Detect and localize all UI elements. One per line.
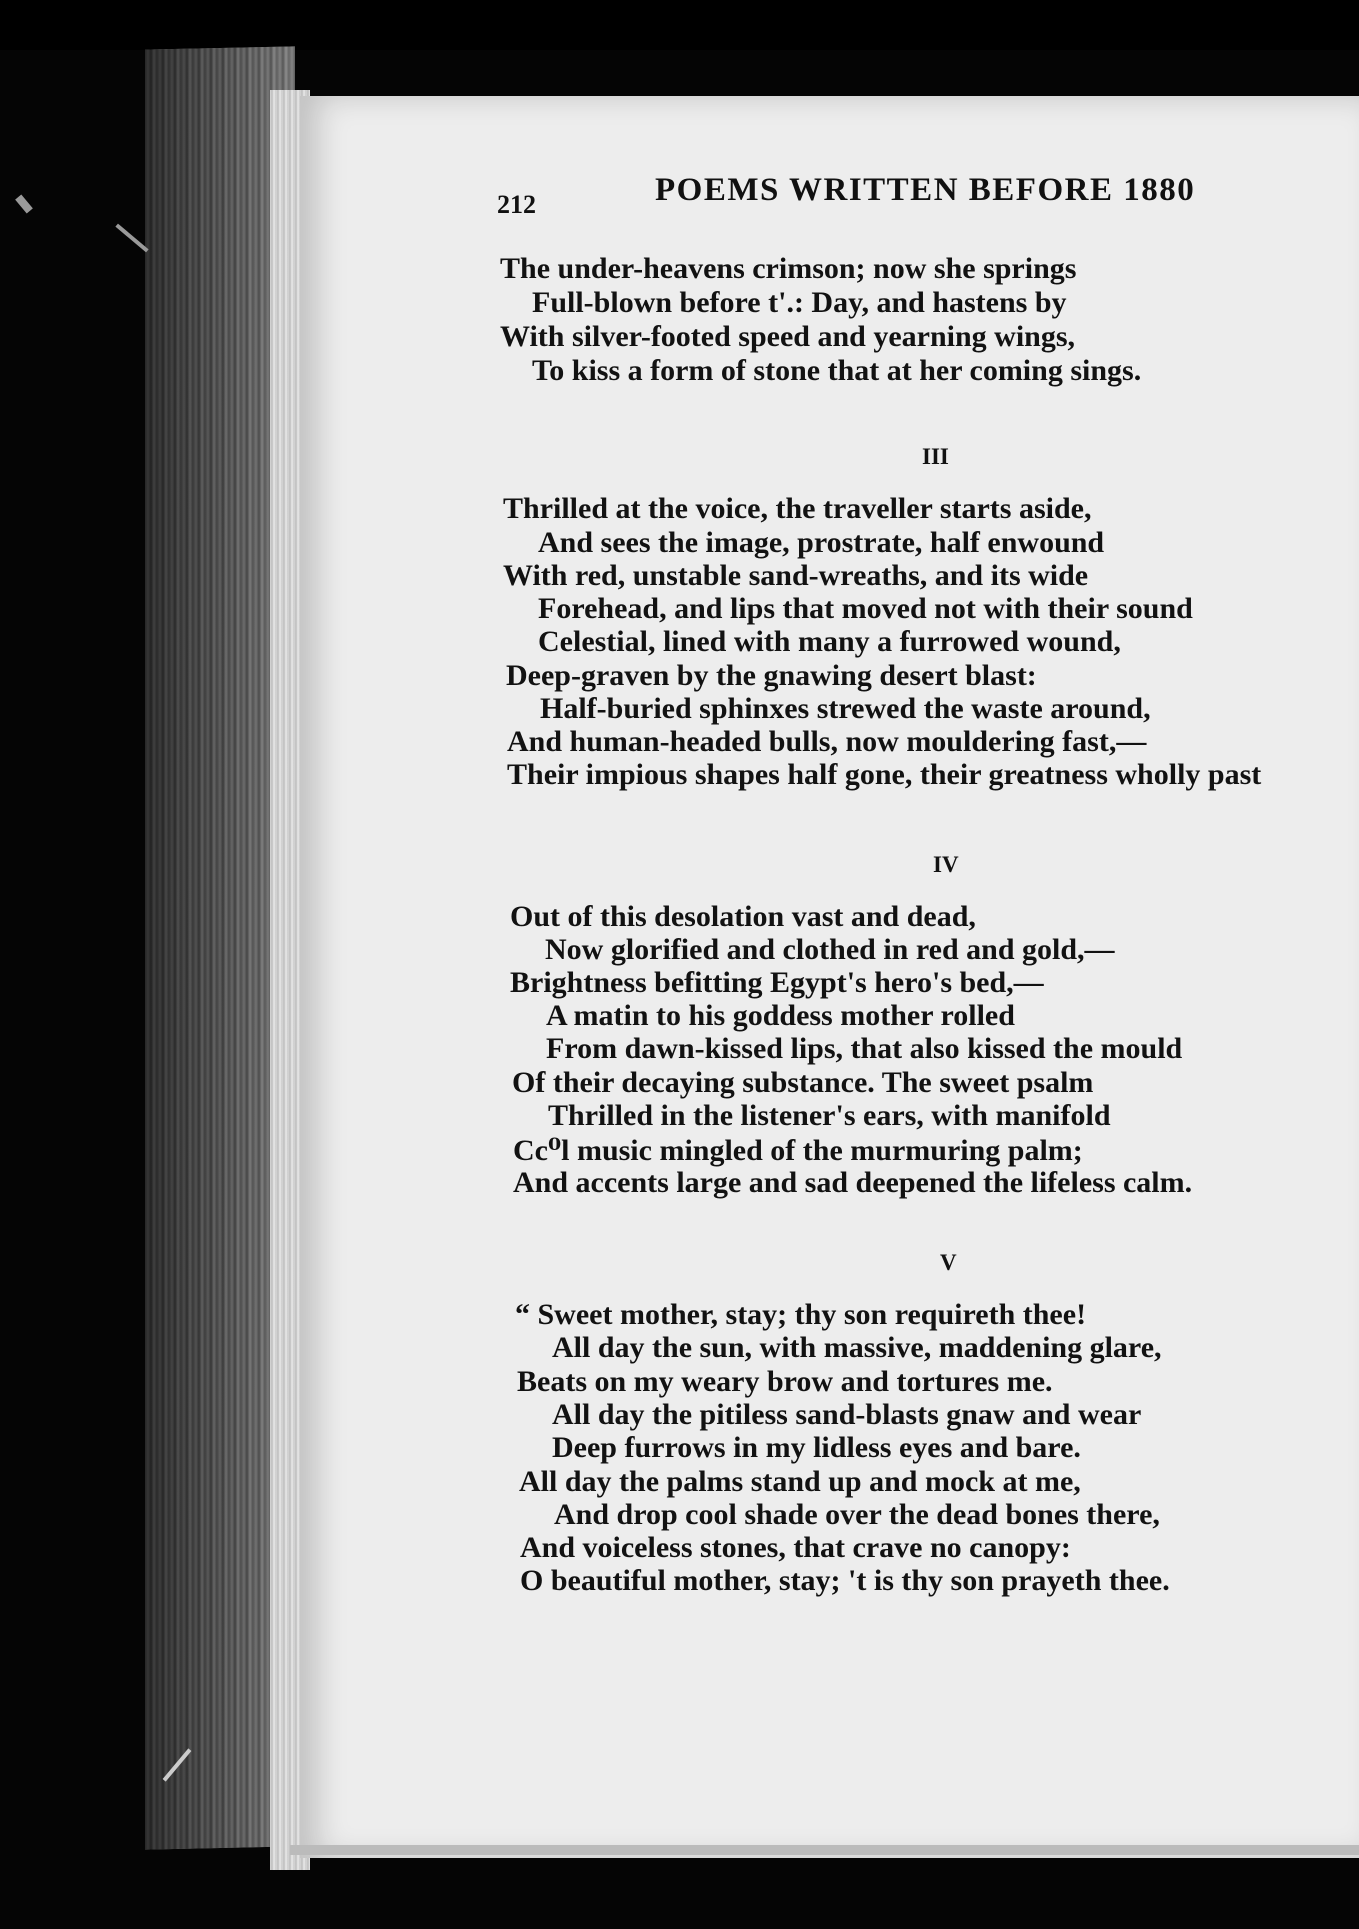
poem-line: Forehead, and lips that moved not with their sound <box>538 592 1193 625</box>
poem-line: The under-heavens crimson; now she springs <box>500 252 1077 285</box>
scan-top-shadow <box>0 0 1359 50</box>
poem-line: To kiss a form of stone that at her coming sings. <box>532 354 1142 387</box>
poem-line: And sees the image, prostrate, half enwound <box>538 526 1105 559</box>
poem-line: With silver-footed speed and yearning wings, <box>500 320 1076 353</box>
poem-line: And voiceless stones, that crave no canopy: <box>520 1531 1071 1564</box>
poem-line: Deep furrows in my lidless eyes and bare. <box>552 1431 1081 1464</box>
poem-line: From dawn-kissed lips, that also kissed the mould <box>546 1032 1183 1065</box>
poem-line: Out of this desolation vast and dead, <box>510 900 976 933</box>
poem-line: Beats on my weary brow and tortures me. <box>517 1365 1053 1398</box>
section-numeral: IV <box>933 852 959 877</box>
scan-speck <box>115 224 148 253</box>
poem-line: Brightness befitting Egypt's hero's bed,— <box>510 966 1044 999</box>
poem-line: Thrilled in the listener's ears, with manifold <box>548 1099 1111 1132</box>
section-numeral: V <box>940 1250 957 1275</box>
poem-line: A matin to his goddess mother rolled <box>546 999 1015 1032</box>
poem-line: With red, unstable sand-wreaths, and its wide <box>503 559 1089 592</box>
poem-line: Half-buried sphinxes strewed the waste around, <box>540 692 1151 725</box>
poem-line: Of their decaying substance. The sweet psalm <box>512 1066 1094 1099</box>
poem-line: Now glorified and clothed in red and gold,— <box>545 933 1115 966</box>
running-title: POEMS WRITTEN BEFORE 1880 <box>655 172 1196 208</box>
poem-line: All day the sun, with massive, maddening glare, <box>552 1331 1162 1364</box>
poem-line: Deep-graven by the gnawing desert blast: <box>506 659 1037 692</box>
scan-speck <box>15 195 33 214</box>
section-numeral: III <box>922 444 949 469</box>
poem-line: Thrilled at the voice, the traveller starts aside, <box>503 492 1092 525</box>
poem-line: Their impious shapes half gone, their greatness wholly past <box>507 758 1262 791</box>
poem-line: And human-headed bulls, now mouldering fast,— <box>507 725 1147 758</box>
poem-line: “ Sweet mother, stay; thy son requireth thee! <box>515 1298 1087 1331</box>
poem-line: All day the pitiless sand-blasts gnaw and wear <box>552 1398 1142 1431</box>
poem-line: Full-blown before t'.: Day, and hastens by <box>532 286 1067 319</box>
poem-line: Celestial, lined with many a furrowed wound, <box>538 625 1121 658</box>
poem-line: Cc⁰l music mingled of the murmuring palm; <box>513 1134 1083 1167</box>
page-number: 212 <box>497 190 536 219</box>
poem-line: O beautiful mother, stay; 't is thy son prayeth thee. <box>520 1564 1170 1597</box>
poem-line: All day the palms stand up and mock at me, <box>519 1465 1081 1498</box>
poem-line: And drop cool shade over the dead bones there, <box>554 1498 1160 1531</box>
page-bottom-edge <box>290 1845 1359 1855</box>
poem-line: And accents large and sad deepened the lifeless calm. <box>513 1166 1193 1199</box>
